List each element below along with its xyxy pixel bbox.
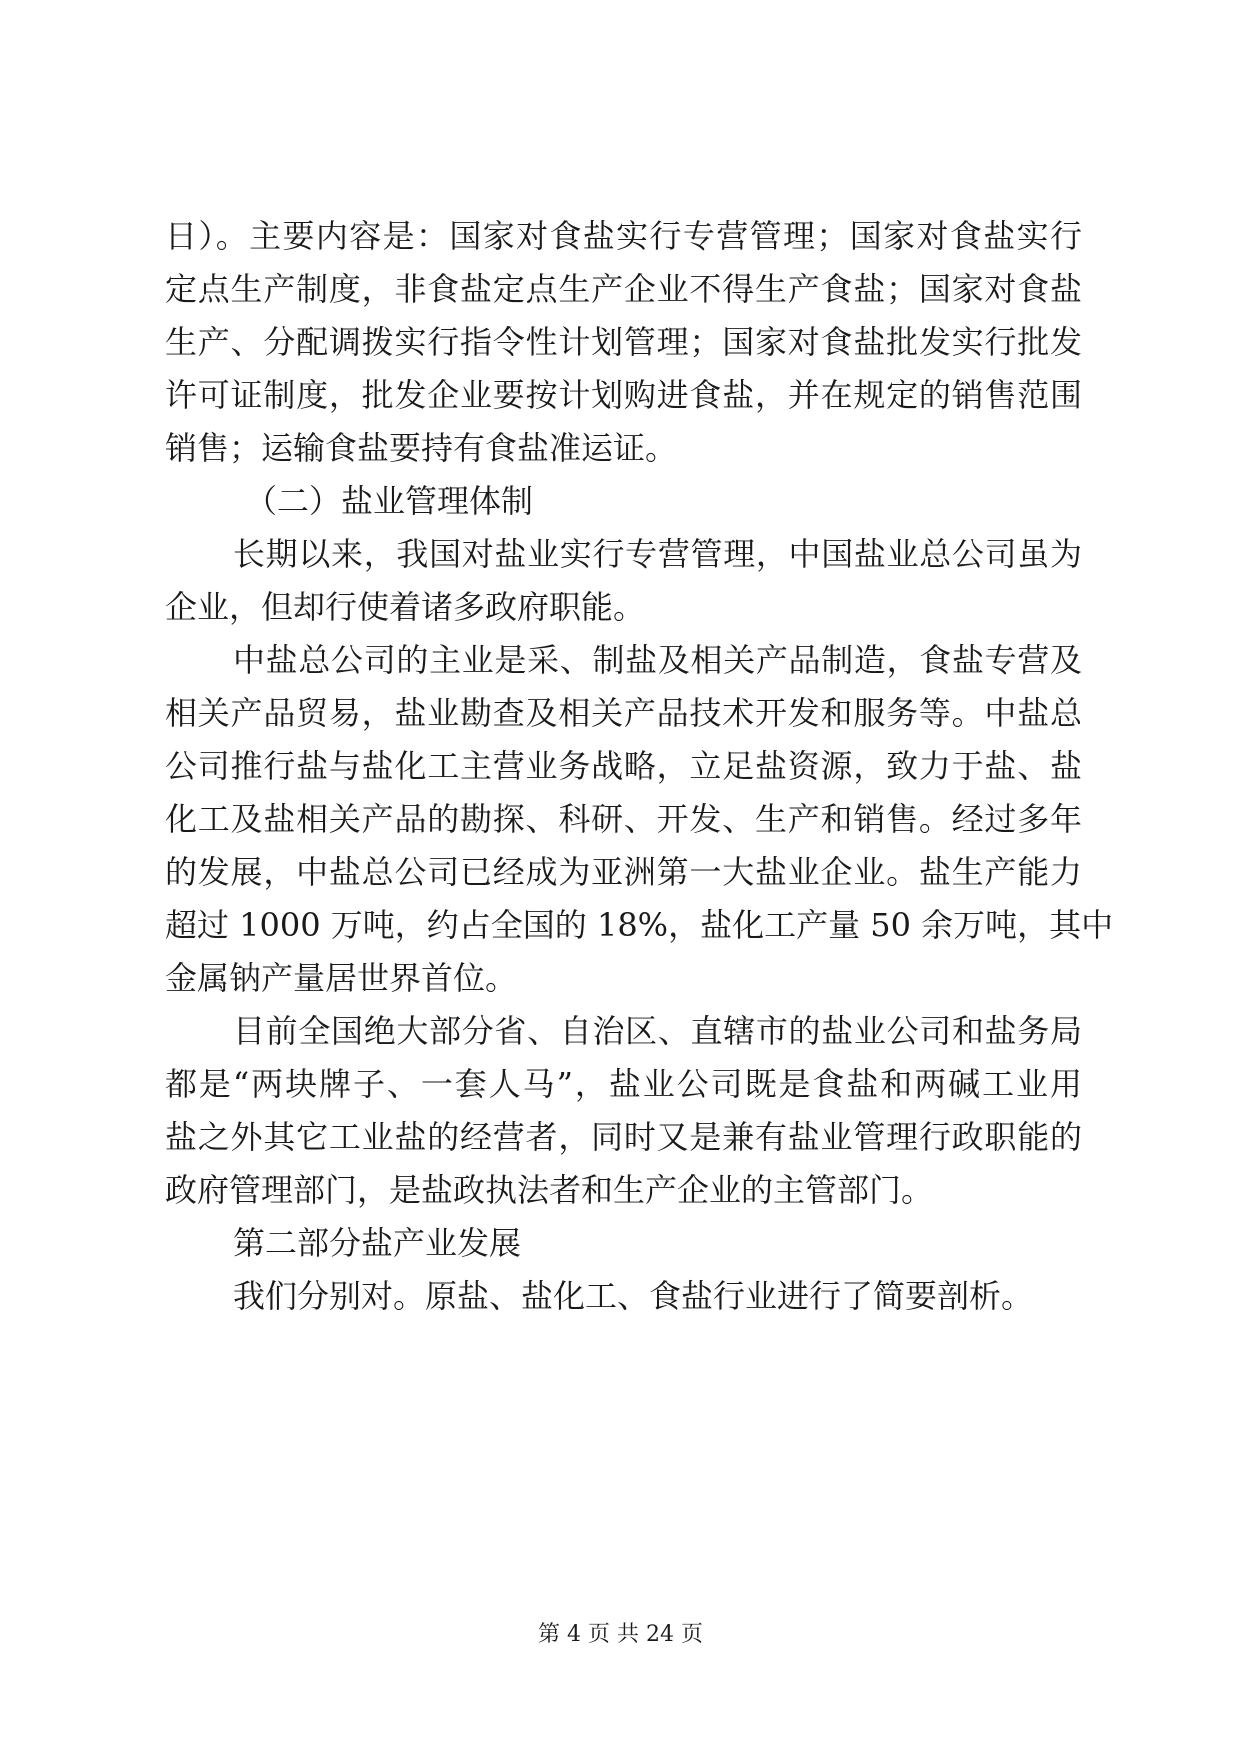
paragraph-line [0,630,1241,690]
text-line: 企业，但却行使着诸多政府职能。 [165,588,646,626]
text-line: 化工及盐相关产品的勘探、科研、开发、生产和销售。经过多年 [165,800,1082,838]
paragraph-line [0,524,1241,584]
paragraph-line [0,842,1241,902]
paragraph-line [0,1160,1241,1220]
paragraph-line [0,312,1241,372]
text-line: 相关产品贸易，盐业勘查及相关产品技术开发和服务等。中盐总 [165,694,1082,732]
text-line: 公司推行盐与盐化工主营业务战略，立足盐资源，致力于盐、盐 [165,747,1082,785]
text-line: 政府管理部门，是盐政执法者和生产企业的主管部门。 [165,1171,934,1209]
paragraph-line [0,206,1241,266]
text-line: 的发展，中盐总公司已经成为亚洲第一大盐业企业。盐生产能力 [165,853,1082,891]
paragraph-line [0,1266,1241,1326]
text-line: 生产、分配调拨实行指令性计划管理；国家对食盐批发实行批发 [165,323,1082,361]
text-line: 盐之外其它工业盐的经营者，同时又是兼有盐业管理行政职能的 [165,1118,1082,1156]
text-line: 许可证制度，批发企业要按计划购进食盐，并在规定的销售范围 [165,376,1082,414]
text-line: 我们分别对。原盐、盐化工、食盐行业进行了简要剖析。 [233,1277,1034,1315]
text-line: 金属钠产量居世界首位。 [165,959,518,997]
paragraph-line [0,736,1241,796]
paragraph-line [0,948,1241,1008]
text-line: 日）。主要内容是：国家对食盐实行专营管理；国家对食盐实行 [165,217,1082,255]
section-heading-text: 第二部分盐产业发展 [233,1224,522,1262]
paragraph-line [0,895,1241,955]
section-heading [0,471,1241,531]
paragraph-line [0,683,1241,743]
page-number-footer: 第 4 页 共 24 页 [538,1622,703,1647]
paragraph-line [0,365,1241,425]
paragraph-line [0,418,1241,478]
text-line: 长期以来，我国对盐业实行专营管理，中国盐业总公司虽为 [233,535,1082,573]
text-line: 定点生产制度，非食盐定点生产企业不得生产食盐；国家对食盐 [165,270,1082,308]
text-line: 中盐总公司的主业是采、制盐及相关产品制造，食盐专营及 [233,641,1082,679]
text-line: 销售；运输食盐要持有食盐准运证。 [165,429,678,467]
section-heading-text: （二）盐业管理体制 [245,482,534,520]
paragraph-line [0,789,1241,849]
paragraph-line [0,259,1241,319]
text-line: 目前全国绝大部分省、自治区、直辖市的盐业公司和盐务局 [233,1012,1082,1050]
section-heading [0,1213,1241,1273]
paragraph-line [0,1107,1241,1167]
text-line: 都是“两块牌子、一套人马”，盐业公司既是食盐和两碱工业用 [165,1065,1082,1103]
paragraph-line [0,1001,1241,1061]
paragraph-line [0,577,1241,637]
paragraph-line [0,1054,1241,1114]
text-line: 超过 1000 万吨，约占全国的 18%，盐化工产量 50 余万吨，其中 [165,906,1114,944]
